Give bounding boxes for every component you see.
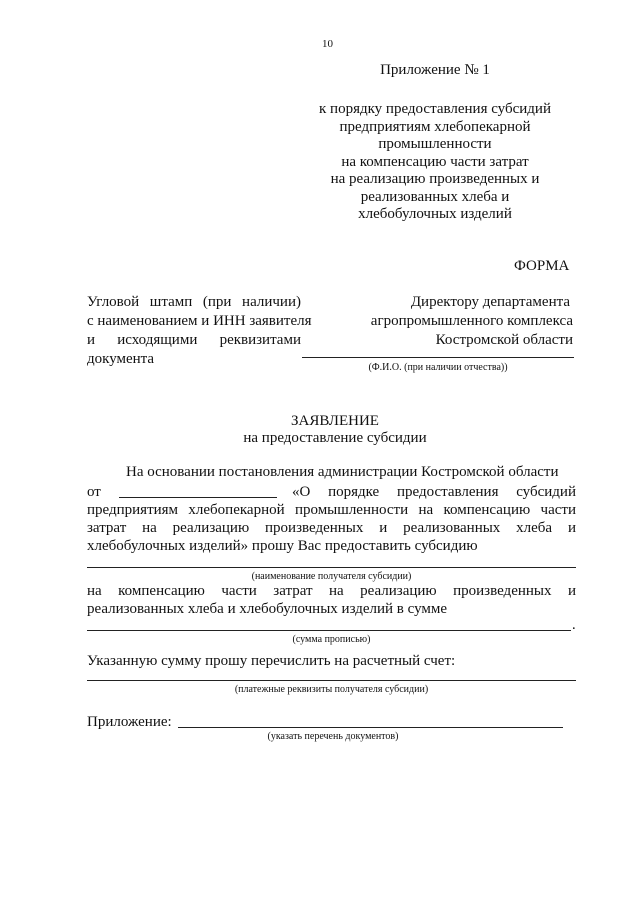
date-line <box>119 497 277 498</box>
word: части <box>221 583 257 599</box>
statement-subtitle: на предоставление субсидии <box>243 430 427 446</box>
stamp-word: (при <box>202 294 232 310</box>
bank-line <box>87 680 576 681</box>
appendix-line: на реализацию произведенных и <box>330 171 540 187</box>
word: на <box>87 583 102 599</box>
attachment-hint: (указать перечень документов) <box>267 731 399 742</box>
word: субсидий <box>516 484 576 500</box>
sum-period: . <box>572 617 576 633</box>
fio-hint: (Ф.И.О. (при наличии отчества)) <box>368 362 508 373</box>
word: порядке <box>328 484 380 500</box>
stamp-word: Угловой <box>87 294 140 310</box>
word: хлебопекарной <box>188 502 285 518</box>
sum-hint: (сумма прописью) <box>292 634 371 645</box>
word: предоставления <box>396 484 499 500</box>
word: реализованных <box>403 520 501 536</box>
page-number: 10 <box>322 38 333 50</box>
para1-from: от <box>87 484 101 500</box>
stamp-line-1 <box>87 294 301 311</box>
word: затрат <box>273 583 313 599</box>
para1-line-1: На основании постановления администрации Костромской области <box>126 464 559 480</box>
stamp-word: наличии) <box>242 294 301 310</box>
appendix-line: предприятиям хлебопекарной <box>339 118 531 135</box>
word: промышленности <box>294 502 409 518</box>
stamp-word: и <box>87 332 96 348</box>
word: на <box>329 583 344 599</box>
form-label: ФОРМА <box>514 258 570 274</box>
appendix-line: реализованных хлеба и <box>360 188 510 205</box>
word: предприятиям <box>87 502 179 518</box>
appendix-line: на компенсацию части затрат <box>341 153 529 170</box>
addressee-line-1: Директору департамента <box>410 294 570 310</box>
bank-hint: (платежные реквизиты получателя субсидии) <box>234 684 429 695</box>
word: компенсацию <box>118 583 205 599</box>
word: «О <box>292 484 311 500</box>
word: реализацию <box>172 520 250 536</box>
stamp-line-4: документа <box>87 351 155 367</box>
word: и <box>567 520 576 536</box>
statement-title: ЗАЯВЛЕНИЕ <box>291 413 379 429</box>
para1-line-5: хлебобулочных изделий» прошу Вас предоставить субсидию <box>87 538 478 554</box>
addressee-line-2: агропромышленного комплекса <box>370 313 573 329</box>
word: произведенных <box>453 583 552 599</box>
word: затрат <box>87 520 127 536</box>
para2-line-2: реализованных хлеба и хлебобулочных изделий в сумме <box>87 601 448 617</box>
word: хлеба <box>516 520 553 536</box>
stamp-word: штамп <box>149 294 193 310</box>
attachment-line <box>178 727 563 728</box>
appendix-line: хлебобулочных изделий <box>358 206 512 222</box>
fio-line <box>302 357 574 358</box>
word: части <box>540 502 576 518</box>
para1-line-4 <box>87 520 576 537</box>
appendix-title: Приложение № 1 <box>380 62 490 78</box>
appendix-subtitle <box>300 101 570 224</box>
word: на <box>418 502 434 518</box>
word: компенсацию <box>443 502 531 518</box>
para1-line-3 <box>87 502 576 519</box>
word: и <box>379 520 388 536</box>
word: и <box>567 583 576 599</box>
appendix-line: промышленности <box>378 136 492 152</box>
word: реализацию <box>360 583 437 599</box>
word: произведенных <box>265 520 364 536</box>
appendix-line: к порядку предоставления субсидий <box>319 101 551 117</box>
para1-line-2 <box>292 484 576 501</box>
stamp-line-2: с наименованием и ИНН заявителя <box>87 313 312 329</box>
recipient-hint: (наименование получателя субсидии) <box>251 571 412 582</box>
stamp-word: реквизитами <box>219 332 301 348</box>
stamp-word: исходящими <box>117 332 198 348</box>
word: на <box>142 520 157 536</box>
stamp-line-3 <box>87 332 301 349</box>
sum-line <box>87 630 571 631</box>
para2-line-1 <box>87 583 576 600</box>
addressee-line-3: Костромской области <box>435 332 573 348</box>
stamp-block <box>87 294 312 368</box>
attachment-label: Приложение: <box>87 714 172 730</box>
recipient-line <box>87 567 576 568</box>
para3: Указанную сумму прошу перечислить на расчетный счет: <box>87 653 456 669</box>
